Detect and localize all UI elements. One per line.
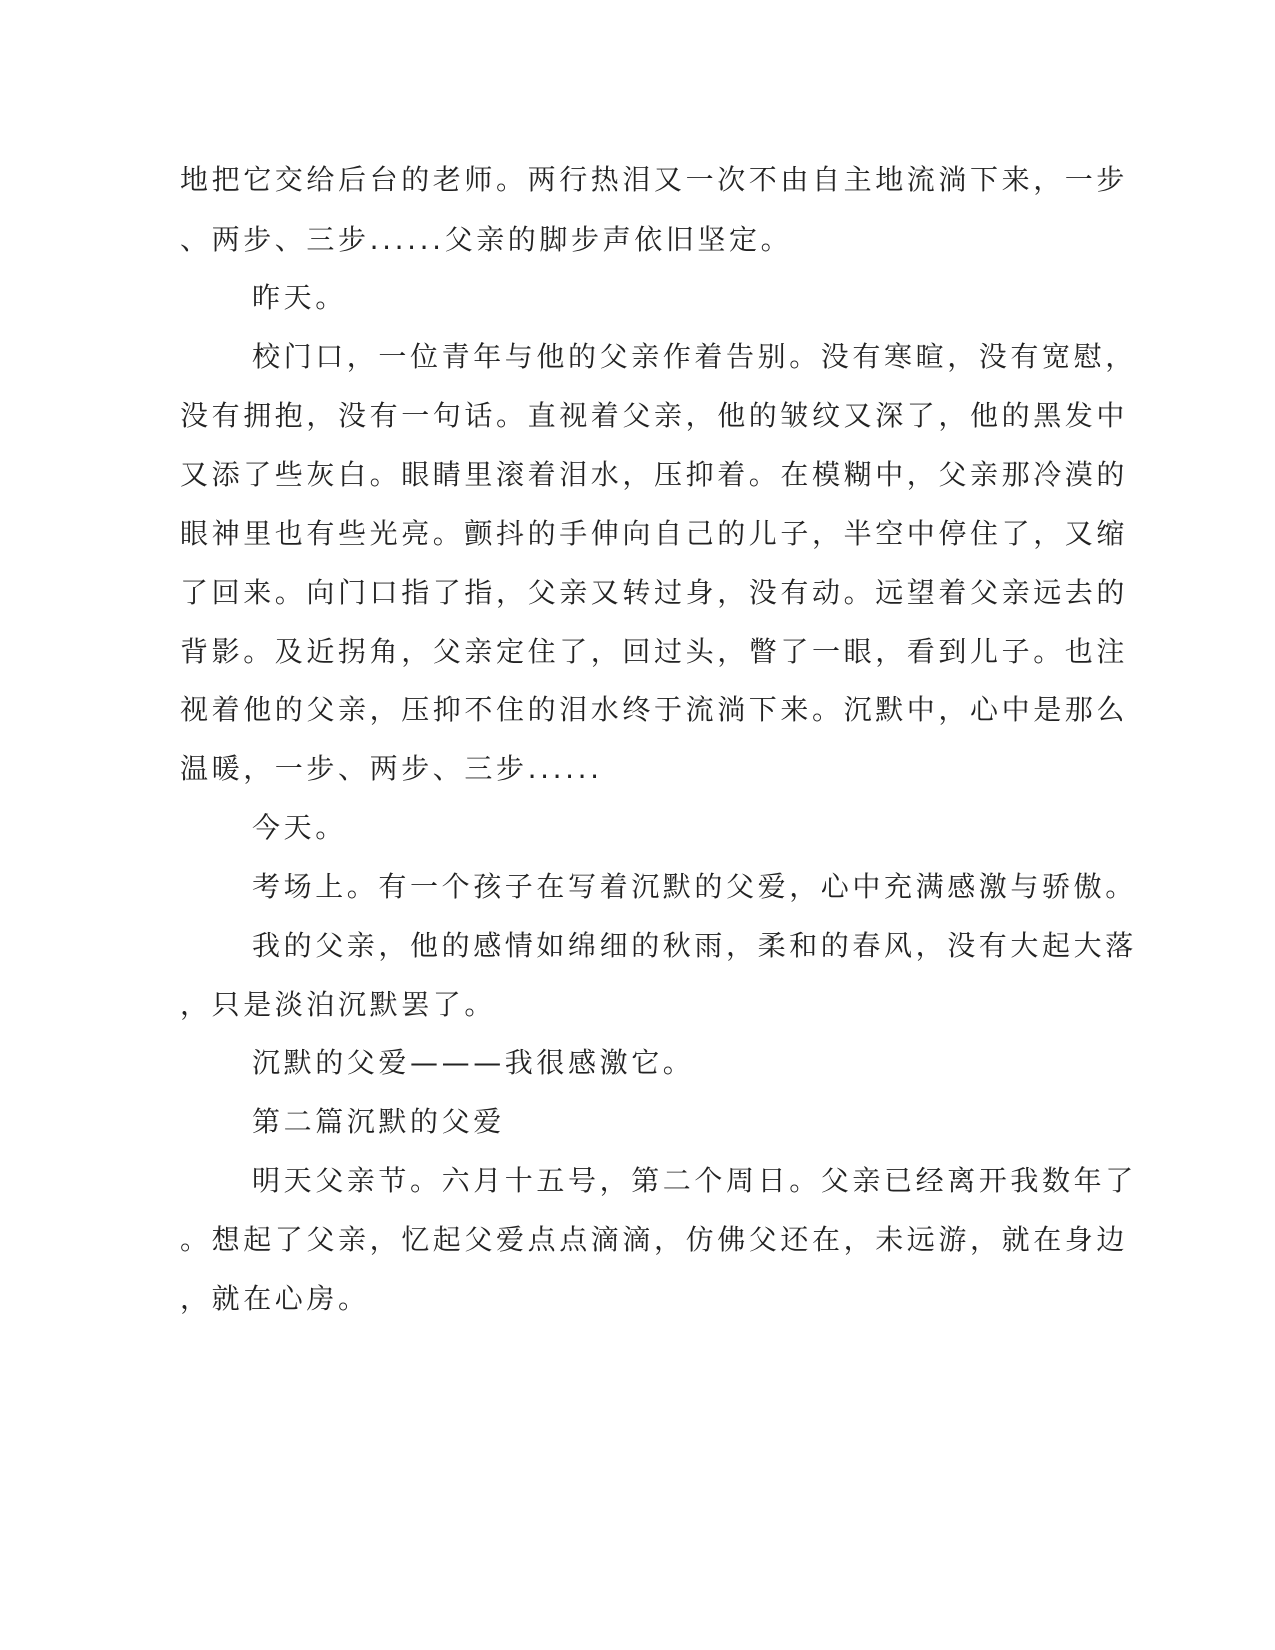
text-line: 温暖，一步、两步、三步...... [180, 752, 603, 785]
text-line: 考场上。有一个孩子在写着沉默的父爱，心中充满感激与骄傲。 [252, 870, 1137, 903]
text-line: 。想起了父亲，忆起父爱点点滴滴，仿佛父还在，未远游，就在身边 [180, 1223, 1129, 1256]
text-line: 、两步、三步......父亲的脚步声依旧坚定。 [180, 223, 793, 256]
text-line: 又添了些灰白。眼睛里滚着泪水，压抑着。在模糊中，父亲那冷漠的 [180, 458, 1129, 491]
text-line: 我的父亲，他的感情如绵细的秋雨，柔和的春风，没有大起大落 [252, 929, 1137, 962]
text-line: ，只是淡泊沉默罢了。 [180, 988, 497, 1021]
text-line: ，就在心房。 [180, 1282, 370, 1315]
paragraph-heading: 昨天。 [252, 281, 347, 314]
section-title: 第二篇沉默的父爱 [252, 1105, 505, 1138]
text-line: 明天父亲节。六月十五号，第二个周日。父亲已经离开我数年了 [252, 1164, 1137, 1197]
text-line: 了回来。向门口指了指，父亲又转过身，没有动。远望着父亲远去的 [180, 576, 1129, 609]
text-line: 校门口，一位青年与他的父亲作着告别。没有寒暄，没有宽慰， [252, 340, 1137, 373]
text-line: 视着他的父亲，压抑不住的泪水终于流淌下来。沉默中，心中是那么 [180, 693, 1129, 726]
text-line: 背影。及近拐角，父亲定住了，回过头，瞥了一眼，看到儿子。也注 [180, 635, 1129, 668]
text-line: 眼神里也有些光亮。颤抖的手伸向自己的儿子，半空中停住了，又缩 [180, 517, 1129, 550]
text-line: 地把它交给后台的老师。两行热泪又一次不由自主地流淌下来，一步 [180, 163, 1129, 196]
text-line: 沉默的父爱———我很感激它。 [252, 1046, 695, 1079]
paragraph-heading: 今天。 [252, 811, 347, 844]
text-line: 没有拥抱，没有一句话。直视着父亲，他的皱纹又深了，他的黑发中 [180, 399, 1129, 432]
